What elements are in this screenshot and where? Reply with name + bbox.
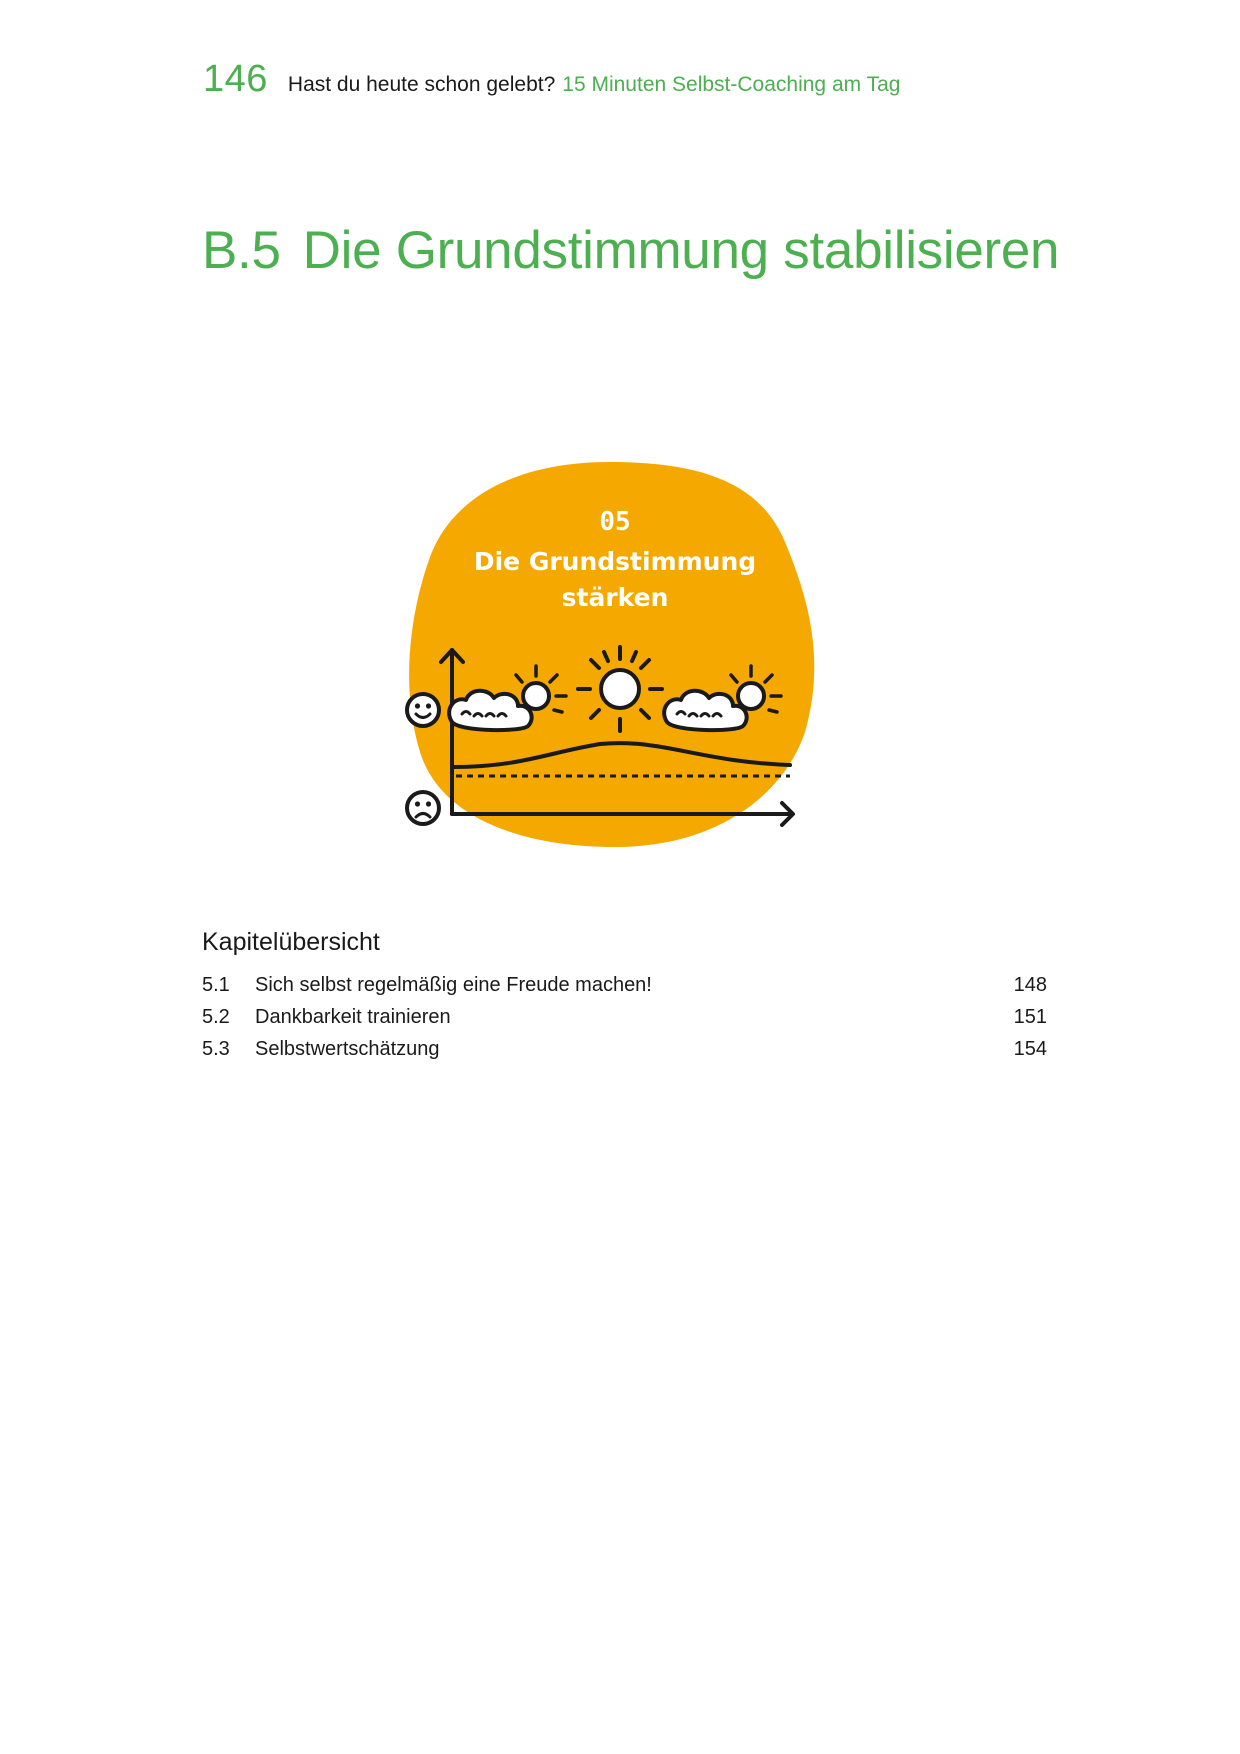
toc-entry-label: Selbstwertschätzung (255, 1038, 440, 1060)
chapter-title: Die Grundstimmung stabilisieren (302, 221, 1060, 280)
illustration-title-line-2: stärken (561, 583, 669, 612)
book-title: Hast du heute schon gelebt? (287, 73, 556, 96)
toc-entry-page: 151 (1013, 1006, 1047, 1028)
toc-entry (202, 1033, 1047, 1065)
page-number: 146 (203, 58, 268, 100)
toc-entry-number: 5.3 (202, 1038, 230, 1060)
chapter-heading (202, 220, 1059, 281)
illustration-title (400, 544, 830, 616)
illustration-number: 05 (599, 507, 631, 537)
book-subtitle: 15 Minuten Selbst-Coaching am Tag (562, 73, 901, 96)
sun-icon (578, 647, 662, 731)
sad-face-icon (407, 792, 439, 824)
toc-entry-page: 154 (1013, 1038, 1047, 1060)
toc-entry-number: 5.2 (202, 1006, 230, 1028)
toc-entry-number: 5.1 (202, 974, 230, 996)
illustration-title-line-1: Die Grundstimmung (473, 547, 757, 576)
chapter-overview (202, 928, 1047, 1065)
toc-entry-page: 148 (1013, 974, 1047, 996)
chapter-overview-heading: Kapitelübersicht (202, 928, 380, 956)
toc-entry (202, 1001, 1047, 1033)
toc-entry (202, 969, 1047, 1001)
chapter-number: B.5 (202, 221, 281, 280)
happy-face-icon (407, 694, 439, 726)
running-head (203, 58, 900, 108)
toc-entry-label: Dankbarkeit trainieren (255, 1006, 451, 1028)
toc-entry-label: Sich selbst regelmäßig eine Freude machen! (255, 974, 652, 996)
chapter-illustration (400, 462, 830, 862)
